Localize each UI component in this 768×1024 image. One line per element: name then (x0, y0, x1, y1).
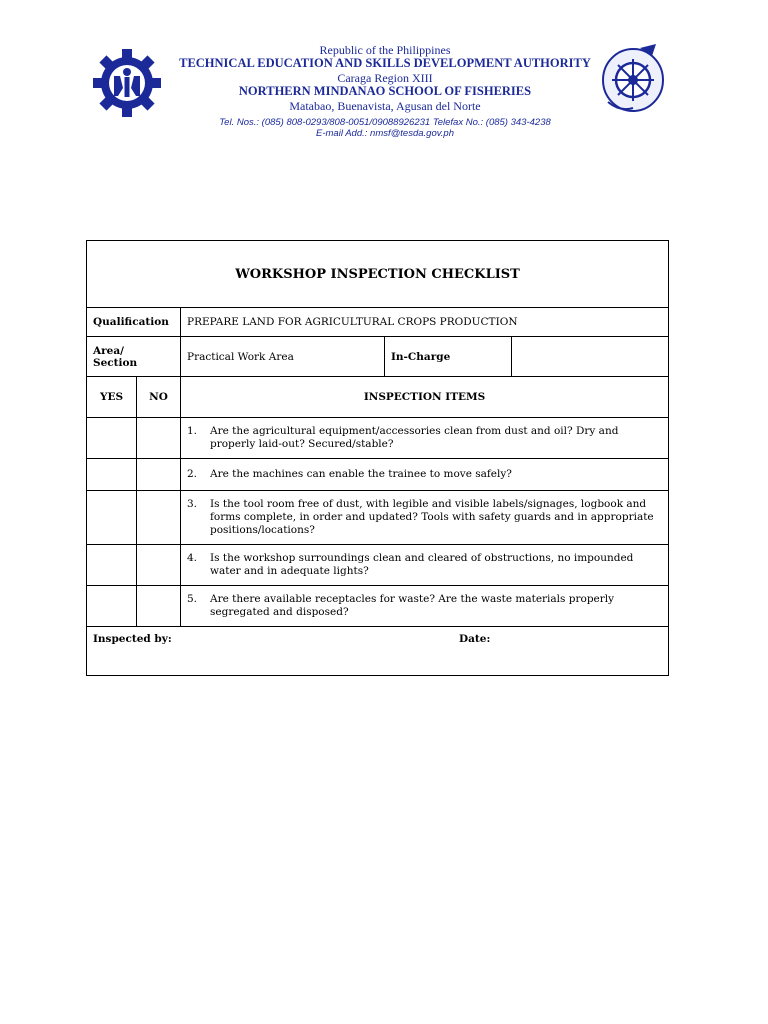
area-label-line1: Area/ (93, 344, 124, 357)
item-text: Is the workshop surroundings clean and cleared of obstructions, no impounded water and in adequate lights? (210, 552, 634, 577)
letterhead (0, 0, 768, 150)
no-checkbox-cell[interactable] (137, 418, 181, 459)
inspection-items-header: INSPECTION ITEMS (181, 377, 669, 418)
no-checkbox-cell[interactable] (137, 459, 181, 491)
inspection-item (181, 418, 669, 459)
no-checkbox-cell[interactable] (137, 491, 181, 545)
form-title: WORKSHOP INSPECTION CHECKLIST (87, 241, 669, 308)
tel-label: Tel. Nos.: (219, 117, 260, 128)
area-value: Practical Work Area (181, 337, 385, 377)
republic-line: Republic of the Philippines (319, 43, 451, 57)
date-label: Date: (459, 633, 491, 645)
school-address: Matabao, Buenavista, Agusan del Norte (289, 99, 481, 113)
no-checkbox-cell[interactable] (137, 586, 181, 627)
phone-line (160, 117, 610, 128)
table-row (87, 418, 669, 459)
yes-checkbox-cell[interactable] (87, 418, 137, 459)
region-line: Caraga Region XIII (337, 71, 433, 85)
yes-checkbox-cell[interactable] (87, 459, 137, 491)
incharge-label: In-Charge (385, 337, 512, 377)
authority-name: TECHNICAL EDUCATION AND SKILLS DEVELOPMENT AUTHORITY (179, 56, 591, 70)
incharge-field[interactable] (512, 337, 669, 377)
email-value: nmsf@tesda.gov.ph (370, 128, 454, 139)
telefax-label: Telefax No.: (432, 117, 484, 128)
email-line (160, 128, 610, 139)
item-number: 3. (187, 498, 198, 510)
area-label-line2: Section (93, 356, 138, 369)
table-row (87, 586, 669, 627)
no-column-header: NO (137, 377, 181, 418)
inspection-item (181, 491, 669, 545)
email-label: E-mail Add.: (316, 128, 368, 139)
inspection-item (181, 459, 669, 491)
yes-checkbox-cell[interactable] (87, 545, 137, 586)
table-row (87, 491, 669, 545)
yes-column-header: YES (87, 377, 137, 418)
item-text: Are the agricultural equipment/accessories clean from dust and oil? Dry and properly laid-out? Secured/stable? (210, 425, 619, 450)
yes-checkbox-cell[interactable] (87, 491, 137, 545)
item-text: Are the machines can enable the trainee to move safely? (210, 468, 512, 480)
item-number: 5. (187, 593, 198, 605)
table-row (87, 459, 669, 491)
item-text: Are there available receptacles for waste? Are the waste materials properly segregated and disposed? (210, 593, 615, 618)
item-number: 1. (187, 425, 198, 437)
qualification-label: Qualification (87, 308, 181, 337)
inspected-by-label: Inspected by: (93, 633, 172, 645)
inspection-item (181, 586, 669, 627)
tesda-gear-logo (92, 48, 162, 118)
school-name: NORTHERN MINDANAO SCHOOL OF FISHERIES (238, 84, 532, 98)
inspection-checklist-table (86, 240, 669, 676)
telefax-value: (085) 343-4238 (485, 117, 551, 128)
yes-checkbox-cell[interactable] (87, 586, 137, 627)
item-number: 2. (187, 468, 198, 480)
item-number: 4. (187, 552, 198, 564)
table-row (87, 545, 669, 586)
tel-value: (085) 808-0293/808-0051/09088926231 (261, 117, 431, 128)
inspection-item (181, 545, 669, 586)
item-text: Is the tool room free of dust, with legible and visible labels/signages, logbook and forms complete, in order and updated? Tools with safety guards and in appropriate positions/locations? (210, 498, 654, 536)
signature-row (87, 627, 669, 676)
no-checkbox-cell[interactable] (137, 545, 181, 586)
area-section-label (87, 337, 181, 377)
qualification-value: PREPARE LAND FOR AGRICULTURAL CROPS PRODUCTION (181, 308, 669, 337)
